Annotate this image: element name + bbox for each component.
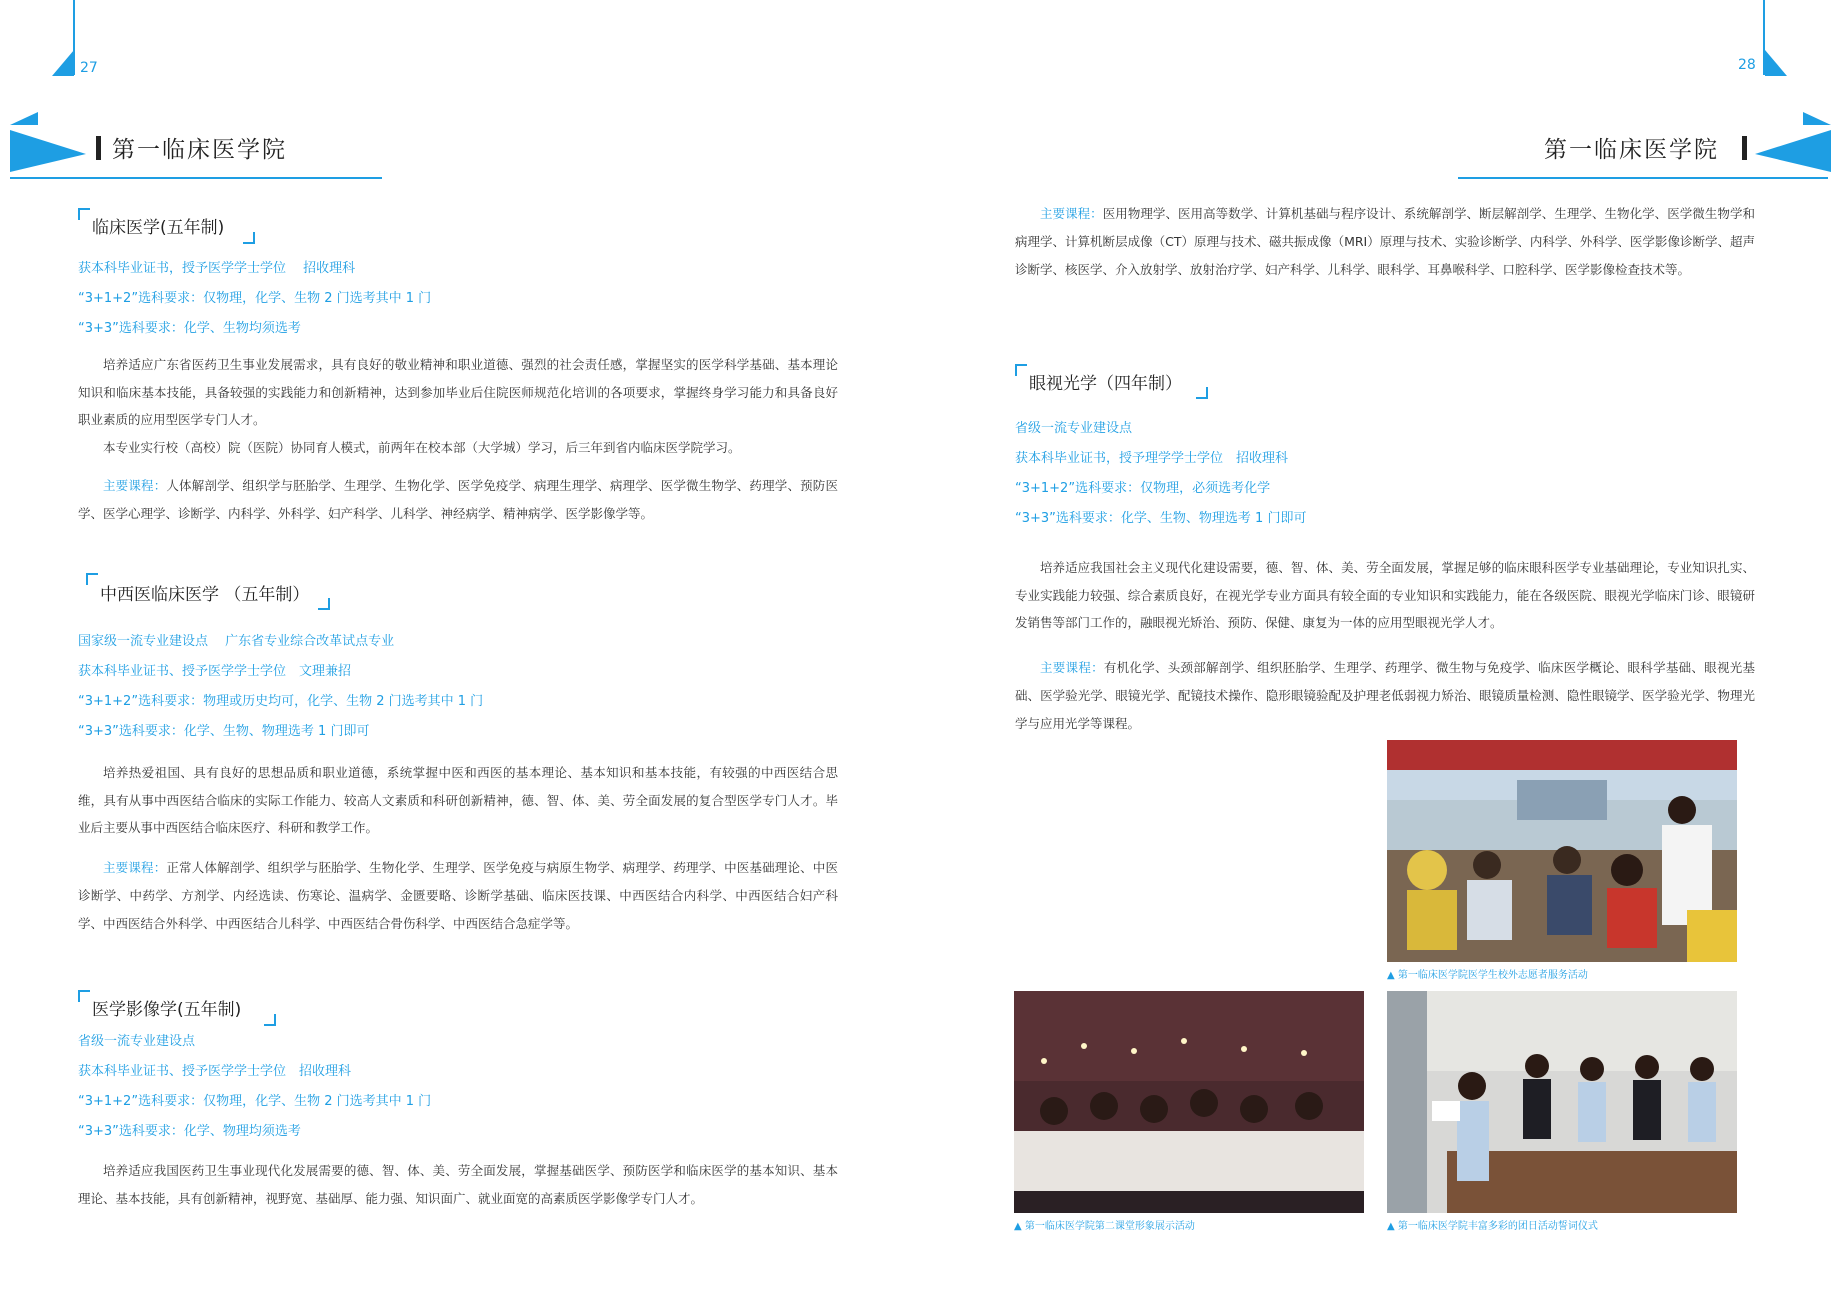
- course-list-clinical-medicine: [78, 472, 838, 528]
- info-line: 省级一流专业建设点: [78, 1034, 196, 1049]
- info-line: “3+1+2”选科要求：仅物理，必须选考化学: [1015, 481, 1271, 496]
- course-list-integrated-medicine: [78, 854, 838, 938]
- volunteer-photo-image: [1387, 740, 1737, 962]
- course-text: 有机化学、头颈部解剖学、组织胚胎学、生理学、药理学、微生物与免疫学、临床医学概论、眼科学基础、眼视光基础、医学验光学、眼镜光学、配镜技术操作、隐形眼镜验配及护理老低弱视力矫治、眼镜质量检测、隐性眼镜学、医学验光学、物理光学与应用光学等课程。: [1015, 660, 1755, 731]
- left-header-arrow-icon: [8, 112, 86, 172]
- right-page-corner-triangle: [1765, 50, 1787, 76]
- course-label: 主要课程：: [103, 478, 167, 493]
- section-bracket-close: [243, 232, 255, 244]
- right-header-title: 第一临床医学院: [1544, 137, 1719, 163]
- info-line: 获本科毕业证书，授予理学学士学位 招收理科: [1015, 451, 1289, 466]
- description-paragraph: 培养热爱祖国、具有良好的思想品质和职业道德，系统掌握中医和西医的基本理论、基本知识和基本技能，有较强的中西医结合思维，具有从事中西医结合临床的实际工作能力、较高人文素质和科研创新精神，德、智、体、美、劳全面发展的复合型医学专门人才。毕业后主要从事中西医结合临床医疗、科研和教学工作。: [78, 765, 838, 835]
- section-bracket-close: [1196, 387, 1208, 399]
- photo-caption: ▲ 第一临床医学院第二课堂形象展示活动: [1014, 1221, 1195, 1232]
- description-paragraph: 培养适应我国社会主义现代化建设需要，德、智、体、美、劳全面发展，掌握足够的临床眼科医学专业基础理论，专业知识扎实、专业实践能力较强、综合素质良好，在视光学专业方面具有较全面的专业知识和实践能力，能在各级医院、眼视光学临床门诊、眼镜研发销售等部门工作的，融眼视光矫治、预防、保健、康复为一体的应用型眼视光学人才。: [1015, 560, 1755, 630]
- section-bracket-open: [78, 208, 90, 220]
- course-label: 主要课程：: [103, 860, 167, 875]
- section-info-optometry: [1015, 414, 1306, 534]
- section-bracket-open: [78, 990, 90, 1002]
- section-bracket-open: [1015, 364, 1027, 376]
- section-title-clinical-medicine: 临床医学(五年制): [92, 218, 225, 238]
- section-description-clinical-medicine: [78, 351, 838, 461]
- course-text: 人体解剖学、组织学与胚胎学、生理学、生物化学、医学免疫学、病理生理学、病理学、医学微生物学、药理学、预防医学、医学心理学、诊断学、内科学、外科学、妇产科学、儿科学、神经病学、精神病学、医学影像学等。: [78, 478, 838, 521]
- oath-photo-image: [1387, 991, 1737, 1213]
- photo-caption: ▲ 第一临床医学院丰富多彩的团日活动誓词仪式: [1387, 1221, 1598, 1232]
- right-page: [918, 0, 1837, 1312]
- left-header-bar: [96, 136, 101, 160]
- section-description-medical-imaging: [78, 1157, 838, 1212]
- chorus-photo-image: [1014, 991, 1364, 1213]
- course-label: 主要课程：: [1040, 660, 1104, 675]
- section-bracket-open: [86, 573, 98, 585]
- course-label: 主要课程：: [1040, 206, 1103, 221]
- info-line: 获本科毕业证书，授予医学学士学位 招收理科: [78, 261, 356, 276]
- info-line: “3+3”选科要求：化学、生物、物理选考 1 门即可: [78, 724, 370, 739]
- description-paragraph: 本专业实行校（高校）院（医院）协同育人模式，前两年在校本部（大学城）学习，后三年到省内临床医学院学习。: [103, 439, 741, 455]
- oath-photo: [1387, 991, 1737, 1213]
- right-header-arrow-icon: [1755, 112, 1833, 172]
- left-header-title: 第一临床医学院: [112, 137, 287, 163]
- section-title-integrated-medicine: 中西医临床医学 （五年制）: [100, 585, 310, 605]
- info-line: “3+1+2”选科要求：物理或历史均可，化学、生物 2 门选考其中 1 门: [78, 694, 484, 709]
- section-info-clinical-medicine: [78, 254, 431, 344]
- info-line: 获本科毕业证书、授予医学学士学位 招收理科: [78, 1064, 352, 1079]
- info-line: “3+3”选科要求：化学、生物、物理选考 1 门即可: [1015, 511, 1307, 526]
- section-info-integrated-medicine: [78, 627, 483, 747]
- section-bracket-close: [318, 598, 330, 610]
- info-line: “3+3”选科要求：化学、物理均须选考: [78, 1124, 301, 1139]
- info-line: “3+1+2”选科要求：仅物理，化学、生物 2 门选考其中 1 门: [78, 1094, 432, 1109]
- info-line: 国家级一流专业建设点 广东省专业综合改革试点专业: [78, 634, 395, 649]
- info-line: 获本科毕业证书、授予医学学士学位 文理兼招: [78, 664, 352, 679]
- left-header-rule: [10, 177, 382, 179]
- description-paragraph: 培养适应我国医药卫生事业现代化发展需要的德、智、体、美、劳全面发展，掌握基础医学、预防医学和临床医学的基本知识、基本理论、基本技能，具有创新精神，视野宽、基础厚、能力强、知识面广、就业面宽的高素质医学影像学专门人才。: [78, 1163, 838, 1206]
- section-info-medical-imaging: [78, 1027, 431, 1147]
- right-header-rule: [1458, 177, 1828, 179]
- course-list-medical-imaging: [1015, 200, 1755, 284]
- photo-caption: ▲ 第一临床医学院医学生校外志愿者服务活动: [1387, 970, 1588, 981]
- description-paragraph: 培养适应广东省医药卫生事业发展需求，具有良好的敬业精神和职业道德、强烈的社会责任感，掌握坚实的医学科学基础、基本理论知识和临床基本技能，具备较强的实践能力和创新精神，达到参加毕业后住院医师规范化培训的各项要求，掌握终身学习能力和具备良好职业素质的应用型医学专门人才。: [78, 357, 838, 427]
- section-title-medical-imaging: 医学影像学(五年制): [92, 1000, 242, 1020]
- section-description-integrated-medicine: [78, 759, 838, 842]
- volunteer-photo: [1387, 740, 1737, 962]
- chorus-photo: [1014, 991, 1364, 1213]
- section-title-optometry: 眼视光学（四年制）: [1029, 374, 1182, 394]
- left-page-number: 27: [80, 60, 98, 76]
- left-page: [0, 0, 918, 1312]
- section-description-optometry: [1015, 554, 1755, 637]
- info-line: “3+3”选科要求：化学、生物均须选考: [78, 321, 301, 336]
- course-text: 医用物理学、医用高等数学、计算机基础与程序设计、系统解剖学、断层解剖学、生理学、生物化学、医学微生物学和病理学、计算机断层成像（CT）原理与技术、磁共振成像（MRI）原理与技术、实验诊断学、内科学、外科学、医学影像诊断学、超声诊断学、核医学、介入放射学、放射治疗学、妇产科学、儿科学、眼科学、耳鼻喉科学、口腔科学、医学影像检查技术等。: [1015, 206, 1755, 277]
- info-line: 省级一流专业建设点: [1015, 421, 1133, 436]
- right-page-number: 28: [1738, 57, 1756, 73]
- course-list-optometry: [1015, 654, 1755, 738]
- course-text: 正常人体解剖学、组织学与胚胎学、生物化学、生理学、医学免疫与病原生物学、病理学、药理学、中医基础理论、中医诊断学、中药学、方剂学、内经选读、伤寒论、温病学、金匮要略、诊断学基础、临床医技课、中西医结合内科学、中西医结合妇产科学、中西医结合外科学、中西医结合儿科学、中西医结合骨伤科学、中西医结合急症学等。: [78, 860, 838, 931]
- info-line: “3+1+2”选科要求：仅物理，化学、生物 2 门选考其中 1 门: [78, 291, 432, 306]
- left-page-corner-triangle: [52, 50, 74, 76]
- right-header-bar: [1742, 136, 1747, 160]
- section-bracket-close: [264, 1014, 276, 1026]
